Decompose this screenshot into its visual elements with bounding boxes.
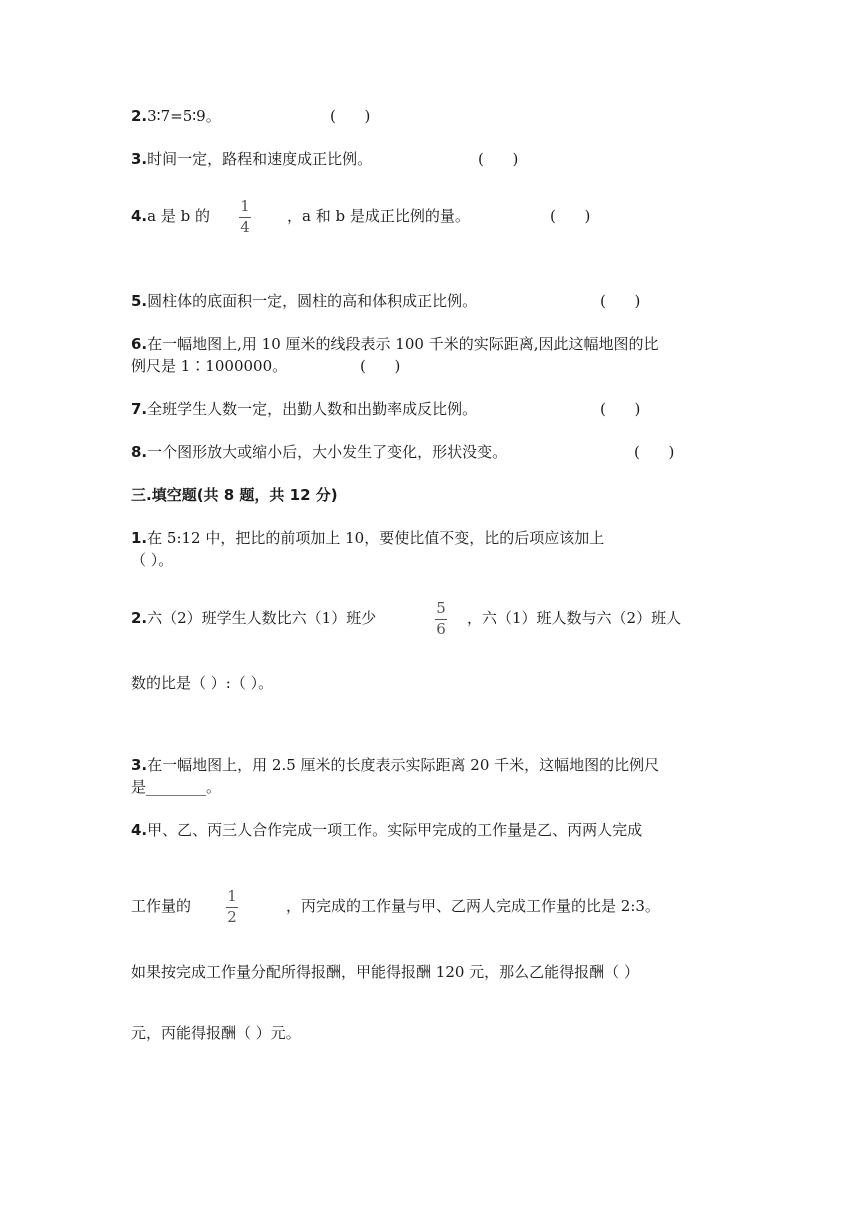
fraction-one-half bbox=[225, 889, 239, 925]
fraction-numerator: 1 bbox=[240, 197, 250, 215]
fill-item-4-line2b: ，丙完成的工作量与甲、乙两人完成工作量的比是 2:3。 bbox=[286, 897, 660, 915]
judge-item-4-rest: ，a 和 b 是成正比例的量。 bbox=[287, 207, 470, 225]
fill-item-1: 1.在 5:12 中，把比的前项加上 10，要使比值不变，比的后项应该加上 bbox=[131, 529, 605, 547]
fraction-numerator: 5 bbox=[436, 599, 446, 617]
judge-item-5: 5.圆柱体的底面积一定，圆柱的高和体积成正比例。 bbox=[131, 292, 478, 310]
answer-paren-2[interactable]: ( ) bbox=[330, 107, 371, 125]
fraction-denominator: 4 bbox=[240, 218, 250, 236]
fraction-denominator: 2 bbox=[227, 908, 237, 926]
fraction-five-sixths bbox=[434, 601, 448, 637]
judge-item-6: 6.在一幅地图上,用 10 厘米的线段表示 100 千米的实际距离,因此这幅地图的比 bbox=[131, 335, 659, 353]
fraction-one-quarter bbox=[238, 199, 252, 235]
answer-paren-8[interactable]: ( ) bbox=[634, 443, 675, 461]
answer-paren-4[interactable]: ( ) bbox=[550, 207, 591, 225]
answer-paren-5[interactable]: ( ) bbox=[600, 292, 641, 310]
fraction-denominator: 6 bbox=[436, 620, 446, 638]
answer-paren-3[interactable]: ( ) bbox=[478, 150, 519, 168]
judge-item-2: 2.3∶7=5∶9。 bbox=[131, 107, 221, 125]
fill-item-2-line2[interactable]: 数的比是（ ）:（ ）。 bbox=[131, 674, 274, 692]
fill-item-2: 2.六（2）班学生人数比六（1）班少 bbox=[131, 609, 377, 627]
judge-item-7: 7.全班学生人数一定，出勤人数和出勤率成反比例。 bbox=[131, 400, 478, 418]
section-title: 三.填空题(共 8 题，共 12 分) bbox=[131, 486, 338, 504]
fill-item-3: 3.在一幅地图上，用 2.5 厘米的长度表示实际距离 20 千米，这幅地图的比例尺 bbox=[131, 756, 660, 774]
judge-item-8: 8.一个图形放大或缩小后，大小发生了变化，形状没变。 bbox=[131, 443, 508, 461]
fill-item-3-line2[interactable]: 是________。 bbox=[131, 778, 222, 796]
fill-item-4-line2a: 工作量的 bbox=[131, 897, 192, 915]
fraction-numerator: 1 bbox=[227, 887, 237, 905]
fill-item-2-rest: ，六（1）班人数与六（2）班人 bbox=[467, 609, 682, 627]
judge-item-3: 3.时间一定，路程和速度成正比例。 bbox=[131, 150, 373, 168]
judge-item-4: 4.a 是 b 的 bbox=[131, 207, 210, 225]
fill-item-4: 4.甲、乙、丙三人合作完成一项工作。实际甲完成的工作量是乙、丙两人完成 bbox=[131, 821, 643, 839]
fill-item-4-line3[interactable]: 如果按完成工作量分配所得报酬，甲能得报酬 120 元，那么乙能得报酬（ ） bbox=[131, 963, 639, 981]
answer-paren-7[interactable]: ( ) bbox=[600, 400, 641, 418]
fill-item-4-line4[interactable]: 元，丙能得报酬（ ）元。 bbox=[131, 1024, 301, 1042]
judge-item-6-line2: 例尺是 1∶1000000。 bbox=[131, 357, 288, 375]
fill-item-1-line2[interactable]: （ ）。 bbox=[131, 551, 174, 569]
answer-paren-6[interactable]: ( ) bbox=[360, 357, 401, 375]
